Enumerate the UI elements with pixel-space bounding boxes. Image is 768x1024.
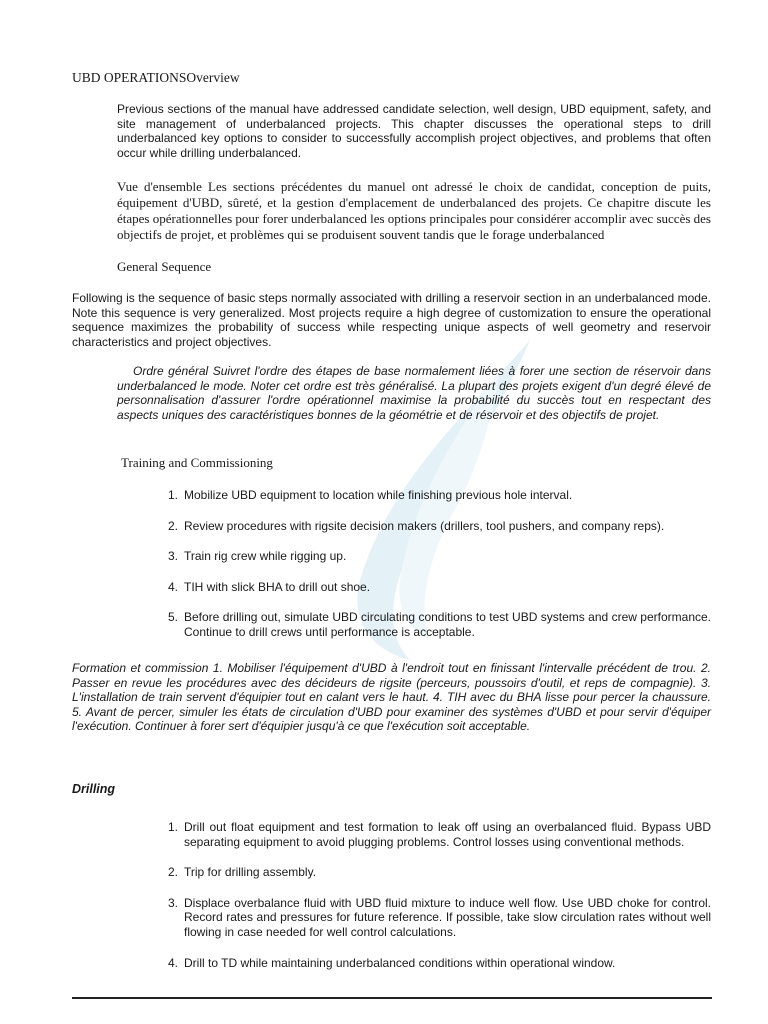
overview-french: Vue d'ensemble Les sections précédentes du manuel ont adressé le choix de candidat, conception de puits, équipement d'UBD, sûreté, et la gestion d'emplacement de underbalanced des projets. Ce chapitre discute les étapes opérationnelles pour forer underbalanced les options principales pour considérer accomplir avec succès des objectifs de projet, et problèmes qui se produisent souvent tandis que le forage underbalanced xyxy=(117,179,711,242)
list-number: 3. xyxy=(167,549,178,564)
drilling-steps-list xyxy=(160,820,711,970)
training-steps-list xyxy=(160,488,711,640)
list-text: Displace overbalance fluid with UBD fluid mixture to induce well flow. Use UBD choke for control. Record rates and pressures for future reference. If possible, take slow circulation rates without well flowing in case needed for well control calculations. xyxy=(184,895,711,939)
list-text: Trip for drilling assembly. xyxy=(184,865,317,880)
list-text: Train rig crew while rigging up. xyxy=(184,549,347,564)
list-item xyxy=(160,488,711,503)
general-sequence-english: Following is the sequence of basic steps normally associated with drilling a reservoir section in an underbalanced mode. Note this sequence is very generalized. Most projects require a high degree of customization to ensure the operational sequence maximizes the probability of success while respecting unique aspects of well geometry and reservoir characteristics and project objectives. xyxy=(72,291,711,349)
list-number: 1. xyxy=(167,488,178,502)
training-heading: Training and Commissioning xyxy=(121,455,273,470)
general-sequence-heading: General Sequence xyxy=(117,259,212,274)
list-text: Before drilling out, simulate UBD circulating conditions to test UBD systems and crew performance. Continue to drill crews until performance is acceptable. xyxy=(184,610,711,639)
list-item xyxy=(160,519,711,534)
drilling-heading: Drilling xyxy=(72,782,116,796)
document-title: UBD OPERATIONSOverview xyxy=(72,70,240,85)
list-number: 2. xyxy=(167,518,178,533)
general-sequence-french: Ordre général Suivret l'ordre des étapes de base normalement liées à forer une section de réservoir dans underbalanced le mode. Noter cet ordre est très généralisé. La plupart des projets exigent d'un degré élevé de personnalisation d'assurer l'ordre opérationnel maximise la probabilité du succès tout en respectant des aspects uniques des caractéristiques bonnes de la géométrie et de réservoir et des objectifs de projet. xyxy=(117,364,711,422)
list-item xyxy=(160,820,711,849)
list-item xyxy=(160,956,711,971)
list-number: 4. xyxy=(167,955,178,970)
list-number: 2. xyxy=(167,865,178,880)
list-text: Review procedures with rigsite decision makers (drillers, tool pushers, and company reps). xyxy=(184,518,665,533)
list-item xyxy=(160,896,711,940)
list-text: TIH with slick BHA to drill out shoe. xyxy=(184,579,371,594)
footer-divider xyxy=(72,997,712,999)
list-number: 5. xyxy=(167,610,178,625)
list-number: 4. xyxy=(167,579,178,594)
list-item xyxy=(160,549,711,564)
list-text: Drill out float equipment and test formation to leak off using an overbalanced fluid. Bypass UBD separating equipment to avoid plugging problems. Control losses using conventional methods. xyxy=(184,820,711,849)
list-item xyxy=(160,610,711,639)
list-number: 3. xyxy=(167,895,178,910)
training-french: Formation et commission 1. Mobiliser l'équipement d'UBD à l'endroit tout en finissant l'intervalle précédent de trou. 2. Passer en revue les procédures avec des décideurs de rigsite (perceurs, poussoirs d'outil, et reps de compagnie). 3. L'installation de train servent d'équipier tout en calant vers le haut. 4. TIH avec du BHA lisse pour percer la chaussure. 5. Avant de percer, simuler les états de circulation d'UBD pour examiner des systèmes d'UBD et pour servir d'équiper l'exécution. Continuer à forer sert d'équipier jusqu'à ce que l'exécution soit acceptable. xyxy=(72,661,711,734)
overview-english: Previous sections of the manual have addressed candidate selection, well design, UBD equipment, safety, and site management of underbalanced projects. This chapter discusses the operational steps to drill underbalanced key options to consider to successfully accomplish project objectives, and problems that often occur while drilling underbalanced. xyxy=(117,102,711,160)
list-item xyxy=(160,580,711,595)
list-text: Drill to TD while maintaining underbalanced conditions within operational window. xyxy=(184,955,616,970)
list-text: Mobilize UBD equipment to location while finishing previous hole interval. xyxy=(184,488,573,502)
list-item xyxy=(160,865,711,880)
list-number: 1. xyxy=(167,820,178,834)
